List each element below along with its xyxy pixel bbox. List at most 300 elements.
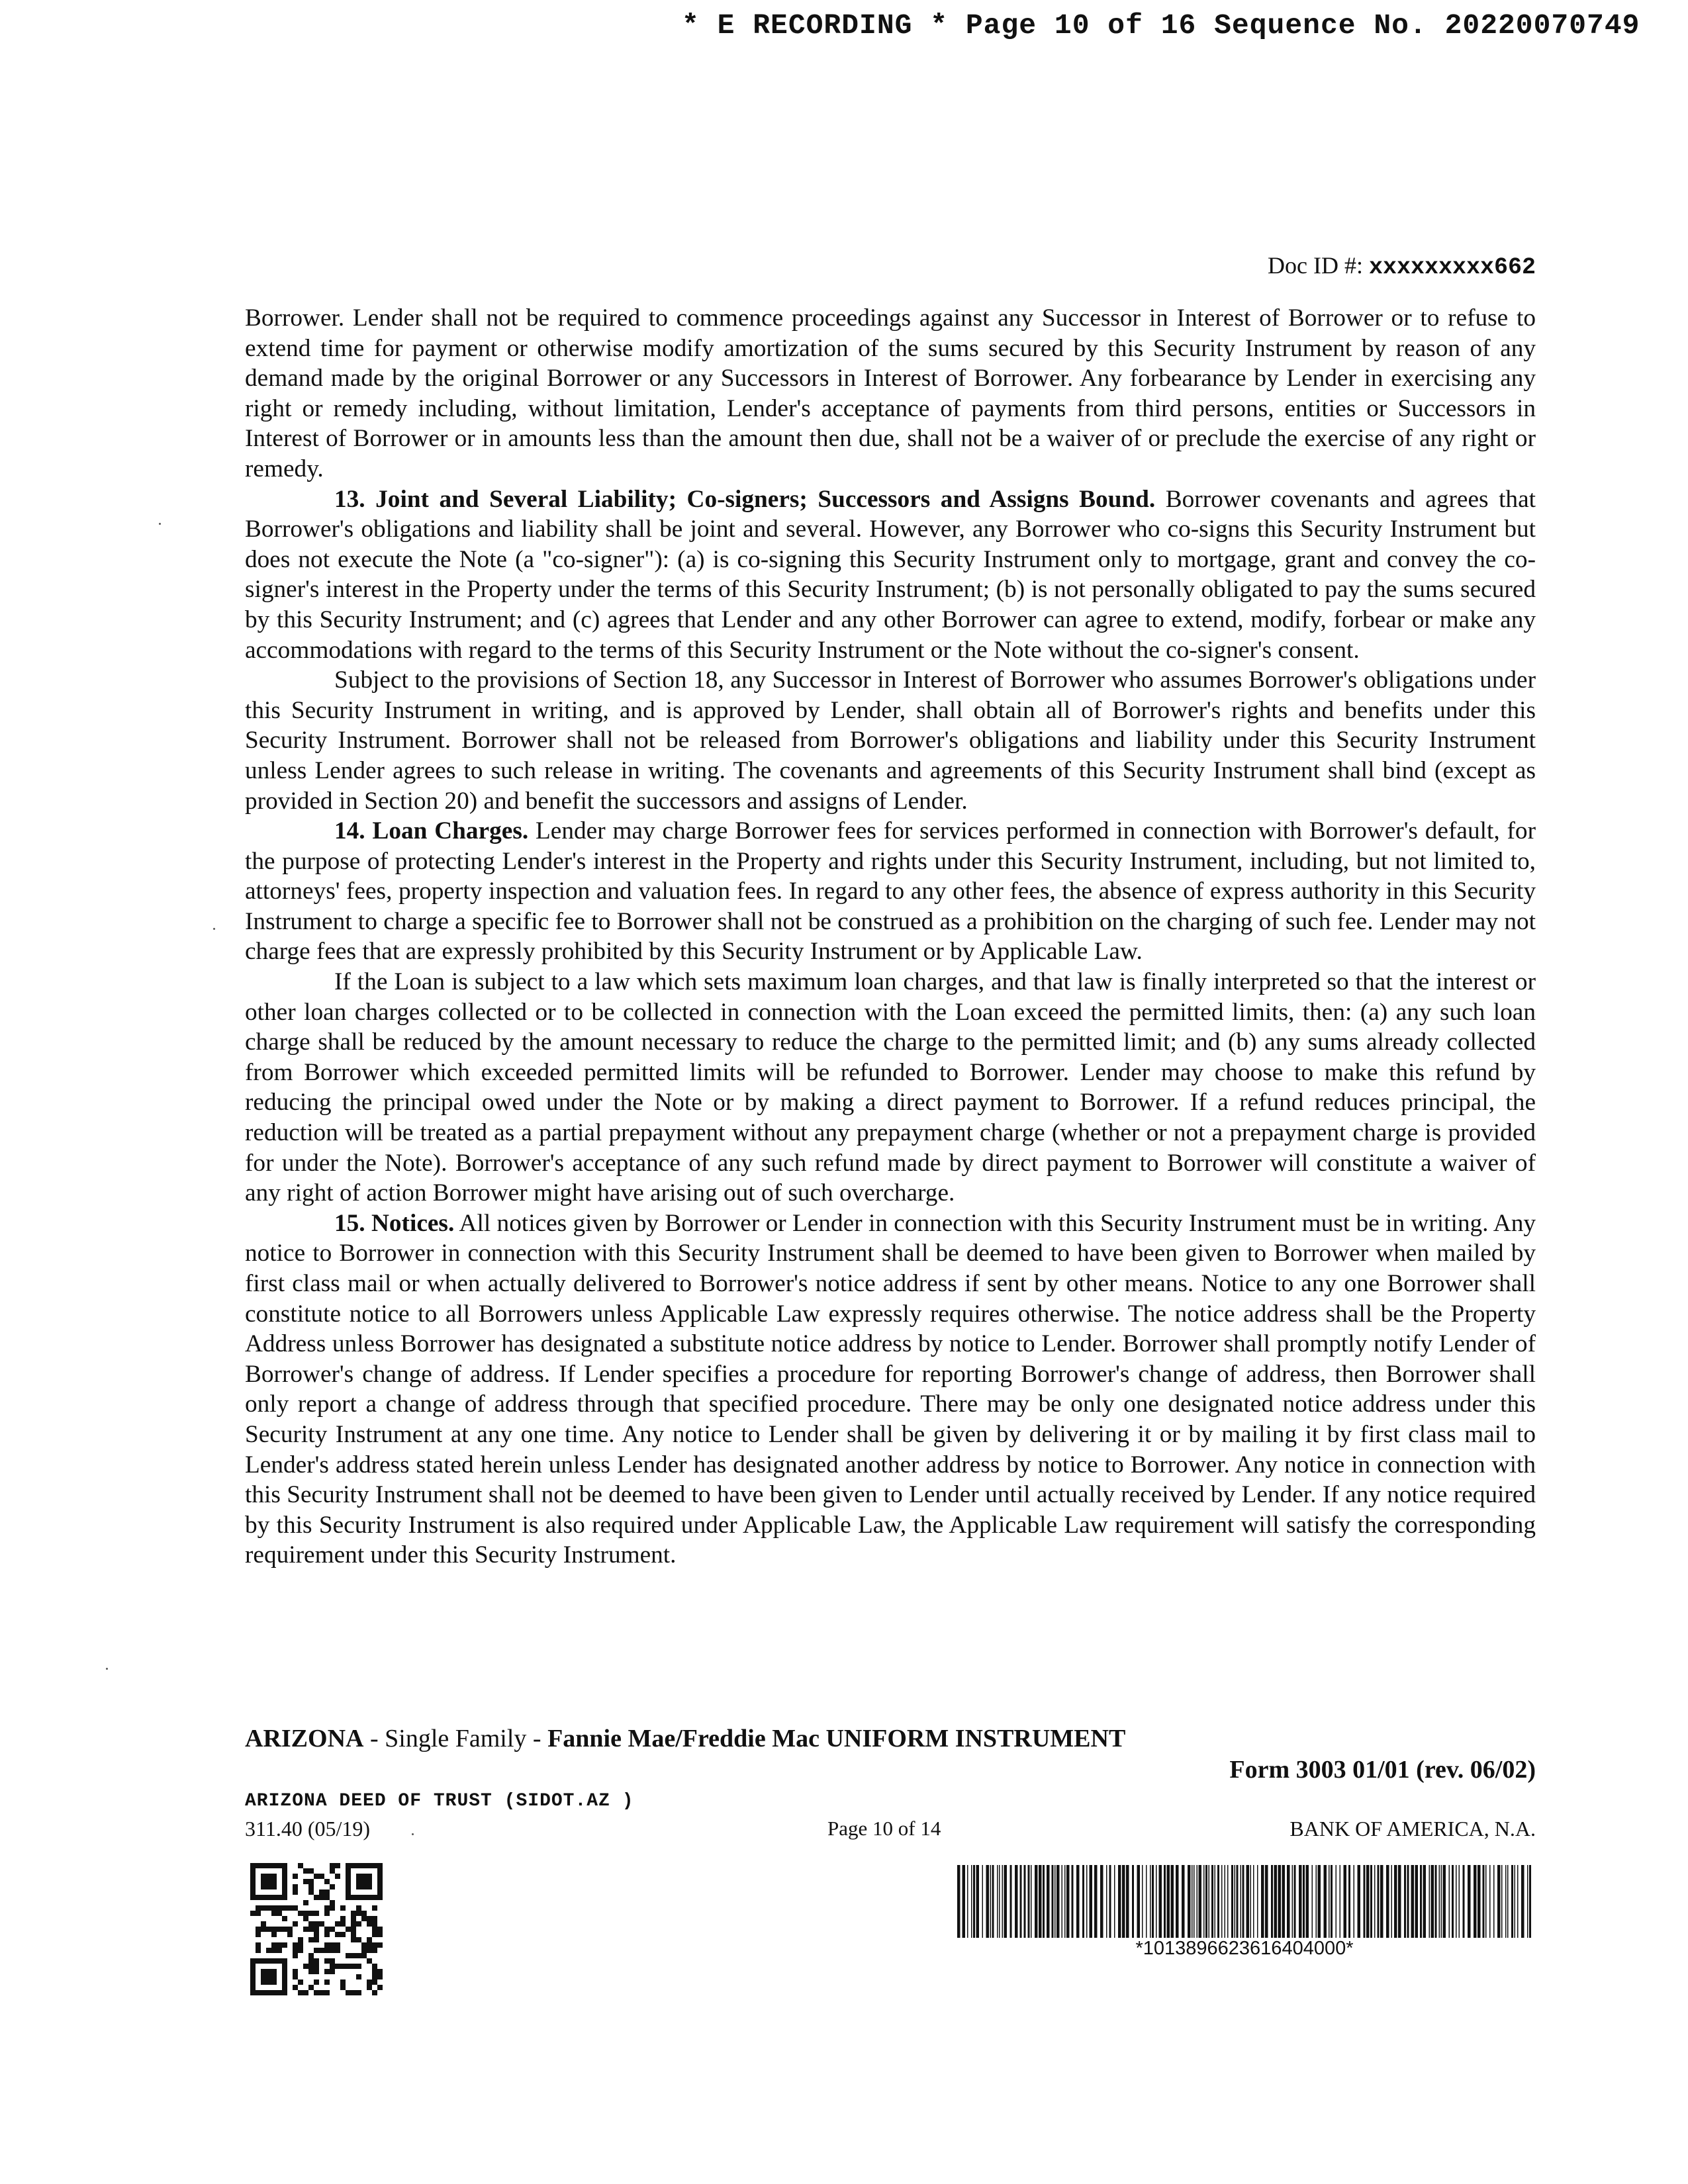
barcode-bar (1374, 1865, 1376, 1938)
qr-module (330, 1969, 335, 1974)
qr-module (314, 1911, 319, 1916)
qr-module (293, 1942, 298, 1948)
qr-module (261, 1874, 277, 1889)
qr-module (308, 1879, 314, 1884)
barcode-bar (1316, 1865, 1317, 1938)
qr-module (324, 1905, 330, 1911)
barcode-bar (1055, 1865, 1056, 1938)
qr-module (351, 1911, 356, 1916)
qr-module (372, 1927, 377, 1932)
qr-code-icon (250, 1863, 383, 1995)
qr-module (324, 1927, 330, 1932)
paragraph-continuation: Borrower. Lender shall not be required to commence proceedings against any Successor in Interest of Borrower or to refuse to extend time for payment or otherwise modify amortization of the sums secured by this Security Instrument by reason of any demand made by the original Borrower or any Successors in Interest of Borrower. Any forbearance by Lender in exercising any right or remedy including, without limitation, Lender's acceptance of payments from third persons, entities or Successors in Interest of Borrower or in amounts less than the amount then due, shall not be a waiver of or preclude the exercise of any right or remedy. (245, 304, 1536, 482)
qr-module (372, 1974, 377, 1979)
qr-module (308, 1921, 314, 1927)
barcode-bar (1122, 1865, 1125, 1938)
qr-module (356, 1990, 361, 1995)
barcode-bar (1066, 1865, 1070, 1938)
qr-module (319, 1921, 324, 1927)
barcode-bar (1404, 1865, 1406, 1938)
barcode-bar (1411, 1865, 1415, 1938)
qr-module (377, 1942, 383, 1948)
qr-module (271, 1905, 277, 1911)
qr-module (308, 1884, 314, 1889)
barcode-bar (1429, 1865, 1430, 1938)
section-15-text: All notices given by Borrower or Lender in connection with this Security Instrument must be in writing. Any notice to Borrower in connection with this Security Instrument shall be deemed to have been given to Borrower when mailed by first class mail or when actually delivered to Borrower's notice address if sent by other means. Notice to any one Borrower shall constitute notice to all Borrowers unless Applicable Law expressly requires otherwise. The notice address shall be the Property Address unless Borrower has designated a substitute notice address by notice to Lender. Borrower shall promptly notify Lender of Borrower's change of address. If Lender specifies a procedure for reporting Borrower's change of address, then Borrower shall only report a change of address through that specified procedure. There may be only one designated notice address under this Security Instrument at any one time. Any notice to Lender shall be given by delivering it or by mailing it by first class mail to Lender's address stated herein unless Lender has designated another address by notice to Borrower. Any notice in connection with this Security Instrument shall not be deemed to have been given to Lender until actually received by Lender. If any notice required by this Security Instrument is also required under Applicable Law, the Applicable Law requirement will satisfy the corresponding requirement under this Security Instrument. (245, 1209, 1536, 1569)
section-15-heading: 15. Notices. (334, 1209, 455, 1237)
doc-id-value: xxxxxxxxx662 (1368, 254, 1536, 281)
qr-module (361, 1948, 367, 1953)
qr-module (298, 1911, 303, 1916)
barcode-bar (1118, 1865, 1121, 1938)
qr-module (308, 1958, 314, 1964)
barcode-bar (1231, 1865, 1233, 1938)
barcode-bar (1164, 1865, 1166, 1938)
qr-module (324, 1948, 330, 1953)
scan-speck (159, 523, 161, 525)
barcode-bar (1505, 1865, 1507, 1938)
qr-module (277, 1911, 282, 1916)
barcode-bar (1047, 1865, 1050, 1938)
barcode-bar (1354, 1865, 1355, 1938)
qr-module (308, 1911, 314, 1916)
qr-module (351, 1964, 356, 1969)
barcode-bar (1380, 1865, 1383, 1938)
qr-module (367, 1942, 372, 1948)
qr-module (293, 1889, 298, 1895)
qr-module (330, 1964, 335, 1969)
qr-module (277, 1948, 282, 1953)
form-number: Form 3003 01/01 (rev. 06/02) (1229, 1756, 1536, 1784)
qr-module (314, 1921, 319, 1927)
barcode-bar (1493, 1865, 1495, 1938)
qr-module (308, 1868, 314, 1874)
barcode-bar (1237, 1865, 1239, 1938)
qr-module (340, 1921, 346, 1927)
barcode-bar (1192, 1865, 1193, 1938)
barcode-bar (990, 1865, 992, 1938)
qr-module (293, 1874, 298, 1879)
qr-module (351, 1990, 356, 1995)
barcode-bar (1527, 1865, 1528, 1938)
qr-module (319, 1895, 324, 1900)
barcode-bar (1271, 1865, 1273, 1938)
barcode-bar (1318, 1865, 1321, 1938)
qr-module (340, 1979, 346, 1985)
barcode-bar (976, 1865, 980, 1938)
barcode-bar (1274, 1865, 1278, 1938)
barcode-bar (1463, 1865, 1465, 1938)
qr-module (351, 1927, 356, 1932)
qr-module (261, 1969, 277, 1985)
qr-module (330, 1863, 335, 1868)
qr-module (277, 1927, 282, 1932)
footer-title (245, 1724, 1125, 1753)
qr-module (351, 1953, 356, 1958)
qr-module (356, 1964, 361, 1969)
section-14-paragraph-2: If the Loan is subject to a law which sets maximum loan charges, and that law is finally interpreted so that the interest or other loan charges collected or to be collected in connection with the Loan exceed the permitted limits, then: (a) any such loan charge shall be reduced by the amount necessary to reduce the charge to the permitted limit; and (b) any sums already collected from Borrower which exceeded permitted limits will be refunded to Borrower. Lender may choose to make this refund by reducing the principal owed under the Note or by making a direct payment to Borrower. If a refund reduces principal, the reduction will be treated as a partial prepayment without any prepayment charge (whether or not a prepayment charge is provided for under the Note). Borrower's acceptance of any such refund made by direct payment to Borrower will constitute a waiver of any right of action Borrower might have arising out of such overcharge. (245, 968, 1536, 1207)
qr-module (324, 1879, 330, 1884)
barcode-bar (1106, 1865, 1107, 1938)
qr-module (293, 1884, 298, 1889)
qr-module (324, 1932, 330, 1937)
barcode-bar (1156, 1865, 1157, 1938)
qr-module (293, 1905, 298, 1911)
scan-speck (106, 1668, 108, 1670)
qr-module (314, 1874, 319, 1879)
barcode-bar (1449, 1865, 1450, 1938)
qr-module (351, 1932, 356, 1937)
section-14-text: Lender may charge Borrower fees for services performed in connection with Borrower's default, for the purpose of protecting Lender's interest in the Property and rights under this Security Instrument, including, but not limited to, attorneys' fees, property inspection and valuation fees. In regard to any other fees, the absence of express authority in this Security Instrument to charge a specific fee to Borrower shall not be construed as a prohibition on the charging of such fee. Lender may not charge fees that are expressly prohibited by this Security Instrument or by Applicable Law. (245, 817, 1536, 966)
barcode-bar (982, 1865, 984, 1938)
qr-module (256, 1948, 261, 1953)
barcode-bar (1159, 1865, 1162, 1938)
qr-module (303, 1964, 308, 1969)
barcode-bar (1329, 1865, 1330, 1938)
qr-module (293, 1985, 298, 1990)
qr-module (303, 1900, 308, 1905)
barcode-bar (1004, 1865, 1008, 1938)
qr-module (303, 1868, 308, 1874)
barcode-bar (1227, 1865, 1229, 1938)
qr-module (314, 1964, 319, 1969)
qr-module (287, 1905, 293, 1911)
barcode-bar (1431, 1865, 1434, 1938)
barcode-bar (1167, 1865, 1170, 1938)
barcode-bar (1031, 1865, 1032, 1938)
form-version: 311.40 (05/19) (245, 1817, 371, 1841)
barcode-bar (1043, 1865, 1045, 1938)
barcode-bar (1035, 1865, 1038, 1938)
barcode-bar (1306, 1865, 1309, 1938)
barcode-bar (957, 1865, 961, 1938)
section-13 (245, 484, 1536, 666)
qr-module (335, 1964, 340, 1969)
barcode-bar (1366, 1865, 1370, 1938)
barcode-bar (1197, 1865, 1198, 1938)
barcode-bar (1391, 1865, 1393, 1938)
qr-module (282, 1905, 287, 1911)
barcode-bar (1287, 1865, 1290, 1938)
qr-module (356, 1874, 372, 1889)
barcode-bar (1312, 1865, 1313, 1938)
page-number: Page 10 of 14 (827, 1817, 941, 1840)
barcode-bar (1515, 1865, 1516, 1938)
section-13-heading: 13. Joint and Several Liability; Co-signers; Successors and Assigns Bound. (334, 485, 1156, 513)
qr-module (340, 1905, 346, 1911)
barcode-bar (1456, 1865, 1457, 1938)
qr-module (250, 1911, 256, 1916)
barcode-bar (1420, 1865, 1422, 1938)
qr-module (335, 1863, 340, 1868)
barcode-bar (1056, 1865, 1060, 1938)
qr-module (367, 1921, 372, 1927)
barcode-bar (1299, 1865, 1302, 1938)
barcode-bar (997, 1865, 998, 1938)
qr-module (367, 1916, 372, 1921)
qr-module (340, 1916, 346, 1921)
qr-module (298, 1979, 303, 1985)
qr-module (330, 1958, 335, 1964)
barcode-bar (1090, 1865, 1093, 1938)
qr-module (372, 1948, 377, 1953)
qr-module (361, 1911, 367, 1916)
barcode-bar (1072, 1865, 1074, 1938)
barcode-bar (1132, 1865, 1134, 1938)
qr-module (298, 1863, 303, 1868)
qr-module (256, 1911, 261, 1916)
barcode-bar (1517, 1865, 1519, 1938)
barcode-number: *1013896623616404000* (1135, 1938, 1354, 1959)
qr-module (308, 1985, 314, 1990)
barcode-bar (1483, 1865, 1485, 1938)
qr-module (261, 1927, 266, 1932)
barcode-bar (1331, 1865, 1333, 1938)
qr-module (298, 1942, 303, 1948)
barcode-bar (1199, 1865, 1202, 1938)
qr-module (303, 1911, 308, 1916)
section-14 (245, 816, 1536, 967)
qr-module (261, 1905, 266, 1911)
barcode-bar (1340, 1865, 1341, 1938)
qr-module (261, 1921, 266, 1927)
qr-module (298, 1937, 303, 1942)
qr-module (367, 1948, 372, 1953)
qr-module (256, 1905, 261, 1911)
barcode-bar (1094, 1865, 1098, 1938)
qr-module (340, 1985, 346, 1990)
qr-module (319, 1948, 324, 1953)
barcode-bar (1386, 1865, 1389, 1938)
qr-module (314, 1948, 319, 1953)
qr-module (303, 1916, 308, 1921)
barcode-bar (1176, 1865, 1179, 1938)
barcode-bar (1114, 1865, 1115, 1938)
qr-module (356, 1921, 361, 1927)
barcode-bar (1024, 1865, 1026, 1938)
barcode-bar (1246, 1865, 1250, 1938)
barcode-bar (1028, 1865, 1030, 1938)
section-13-paragraph-2: Subject to the provisions of Section 18, any Successor in Interest of Borrower who assumes Borrower's obligations under this Security Instrument in writing, and is approved by Lender, shall obtain all of Borrower's rights and benefits under this Security Instrument. Borrower shall not be released from Borrower's obligations and liability under this Security Instrument unless Lender agrees to such release in writing. The covenants and agreements of this Security Instrument shall bind (except as provided in Section 20) and benefit the successors and assigns of Lender. (245, 666, 1536, 815)
barcode-bar (1171, 1865, 1174, 1938)
qr-module (287, 1932, 293, 1937)
barcode-bar (1062, 1865, 1063, 1938)
qr-module (324, 1979, 330, 1985)
qr-module (266, 1905, 271, 1911)
qr-module (314, 1927, 319, 1932)
qr-module (298, 1948, 303, 1953)
qr-module (287, 1927, 293, 1932)
qr-module (330, 1948, 335, 1953)
barcode-bar (1435, 1865, 1437, 1938)
qr-module (271, 1948, 277, 1953)
qr-module (308, 1964, 314, 1969)
section-15 (245, 1208, 1536, 1570)
qr-module (256, 1927, 261, 1932)
qr-module (324, 1990, 330, 1995)
barcode-bar (1497, 1865, 1501, 1938)
qr-module (314, 1990, 319, 1995)
qr-module (330, 1868, 335, 1874)
barcode-bar (1086, 1865, 1088, 1938)
barcode-bar (962, 1865, 966, 1938)
scan-speck (213, 928, 215, 930)
qr-module (372, 1916, 377, 1921)
barcode-bar (1459, 1865, 1460, 1938)
qr-module (372, 1932, 377, 1937)
qr-module (330, 1942, 335, 1948)
qr-module (367, 1958, 372, 1964)
barcode-bar (1020, 1865, 1022, 1938)
barcode-bar (1370, 1865, 1372, 1938)
barcode-bar (1076, 1865, 1080, 1938)
qr-module (330, 1905, 335, 1911)
qr-module (356, 1974, 361, 1979)
qr-module (266, 1948, 271, 1953)
barcode-bar (1064, 1865, 1066, 1938)
barcode-bar (1257, 1865, 1258, 1938)
qr-module (293, 1953, 298, 1958)
barcode-bar (1126, 1865, 1129, 1938)
qr-module (324, 1895, 330, 1900)
qr-module (256, 1932, 261, 1937)
barcode-bar (1507, 1865, 1509, 1938)
barcode-bar (1501, 1865, 1503, 1938)
barcode-bar (1398, 1865, 1401, 1938)
barcode-bar (1292, 1865, 1293, 1938)
qr-module (346, 1990, 351, 1995)
qr-module (324, 1969, 330, 1974)
qr-module (293, 1921, 298, 1927)
qr-module (282, 1942, 287, 1948)
barcode-bar (1142, 1865, 1143, 1938)
recording-header: * E RECORDING * Page 10 of 16 Sequence No. 20220070749 (682, 9, 1640, 42)
barcode-bar (1100, 1865, 1103, 1938)
barcode-bar (1282, 1865, 1286, 1938)
barcode-bar (1205, 1865, 1207, 1938)
qr-module (377, 1932, 383, 1937)
qr-module (308, 1937, 314, 1942)
barcode-bar (1364, 1865, 1366, 1938)
barcode-bar (1194, 1865, 1195, 1938)
qr-module (330, 1884, 335, 1889)
barcode-bar (1211, 1865, 1213, 1938)
qr-module (324, 1911, 330, 1916)
qr-module (377, 1969, 383, 1974)
barcode-bar (1253, 1865, 1254, 1938)
qr-module (308, 1889, 314, 1895)
qr-module (356, 1937, 361, 1942)
qr-module (377, 1974, 383, 1979)
qr-module (314, 1937, 319, 1942)
qr-module (346, 1953, 351, 1958)
qr-module (335, 1874, 340, 1879)
barcode-bar (1303, 1865, 1305, 1938)
qr-module (282, 1927, 287, 1932)
barcode-bar (1215, 1865, 1216, 1938)
barcode-bar (1209, 1865, 1210, 1938)
doc-id-label: Doc ID #: (1267, 252, 1363, 279)
qr-module (277, 1905, 282, 1911)
barcode-bar (1336, 1865, 1337, 1938)
barcode-bar (1407, 1865, 1409, 1938)
qr-module (308, 1953, 314, 1958)
barcode-bar (1521, 1865, 1524, 1938)
barcode-bar (1039, 1865, 1042, 1938)
barcode-bar (1182, 1865, 1185, 1938)
qr-module (324, 1958, 330, 1964)
qr-module (356, 1953, 361, 1958)
qr-module (324, 1889, 330, 1895)
footer-separator: - Single Family - (363, 1725, 548, 1752)
barcode-bar (1241, 1865, 1242, 1938)
barcode-bar (1152, 1865, 1154, 1938)
qr-module (372, 1964, 377, 1969)
qr-module (372, 1969, 377, 1974)
form-code: ARIZONA DEED OF TRUST (SIDOT.AZ ) (245, 1791, 634, 1811)
qr-module (256, 1942, 261, 1948)
qr-module (282, 1916, 287, 1921)
qr-module (351, 1921, 356, 1927)
barcode-bar (1294, 1865, 1296, 1938)
barcode-bar (1468, 1865, 1471, 1938)
qr-module (377, 1927, 383, 1932)
lender-name: BANK OF AMERICA, N.A. (1289, 1817, 1536, 1841)
barcode-bar (1109, 1865, 1111, 1938)
section-14-heading: 14. Loan Charges. (334, 817, 529, 845)
barcode-bar (1511, 1865, 1513, 1938)
qr-module (330, 1927, 335, 1932)
qr-module (346, 1964, 351, 1969)
qr-module (314, 1932, 319, 1937)
document-body (245, 303, 1536, 1570)
barcode-bar (1358, 1865, 1361, 1938)
footer-instrument: Fannie Mae/Freddie Mac UNIFORM INSTRUMENT (547, 1725, 1126, 1752)
qr-module (361, 1953, 367, 1958)
qr-module (314, 1895, 319, 1900)
barcode-bar (1443, 1865, 1446, 1938)
qr-module (293, 1948, 298, 1953)
barcode-bar (1441, 1865, 1442, 1938)
qr-module (308, 1969, 314, 1974)
qr-module (367, 1985, 372, 1990)
barcode-bar (1415, 1865, 1419, 1938)
qr-module (319, 1874, 324, 1879)
barcode-bar (1235, 1865, 1236, 1938)
barcode-bar (1203, 1865, 1205, 1938)
barcode-bar (1137, 1865, 1141, 1938)
qr-module (266, 1927, 271, 1932)
barcode-bar (1344, 1865, 1347, 1938)
qr-module (356, 1905, 361, 1911)
barcode-bar (1394, 1865, 1397, 1938)
barcode-bar (1250, 1865, 1252, 1938)
barcode-bar (992, 1865, 994, 1938)
barcode-bar (1485, 1865, 1487, 1938)
barcode-bar (1474, 1865, 1477, 1938)
barcode-bar (1324, 1865, 1327, 1938)
qr-module (293, 1969, 298, 1974)
qr-module (319, 1889, 324, 1895)
barcode-bar (1217, 1865, 1219, 1938)
qr-module (372, 1921, 377, 1927)
qr-module (377, 1985, 383, 1990)
qr-module (361, 1942, 367, 1948)
qr-module (298, 1990, 303, 1995)
qr-module (335, 1921, 340, 1927)
barcode-bar (1265, 1865, 1268, 1938)
barcode-bar (1489, 1865, 1491, 1938)
